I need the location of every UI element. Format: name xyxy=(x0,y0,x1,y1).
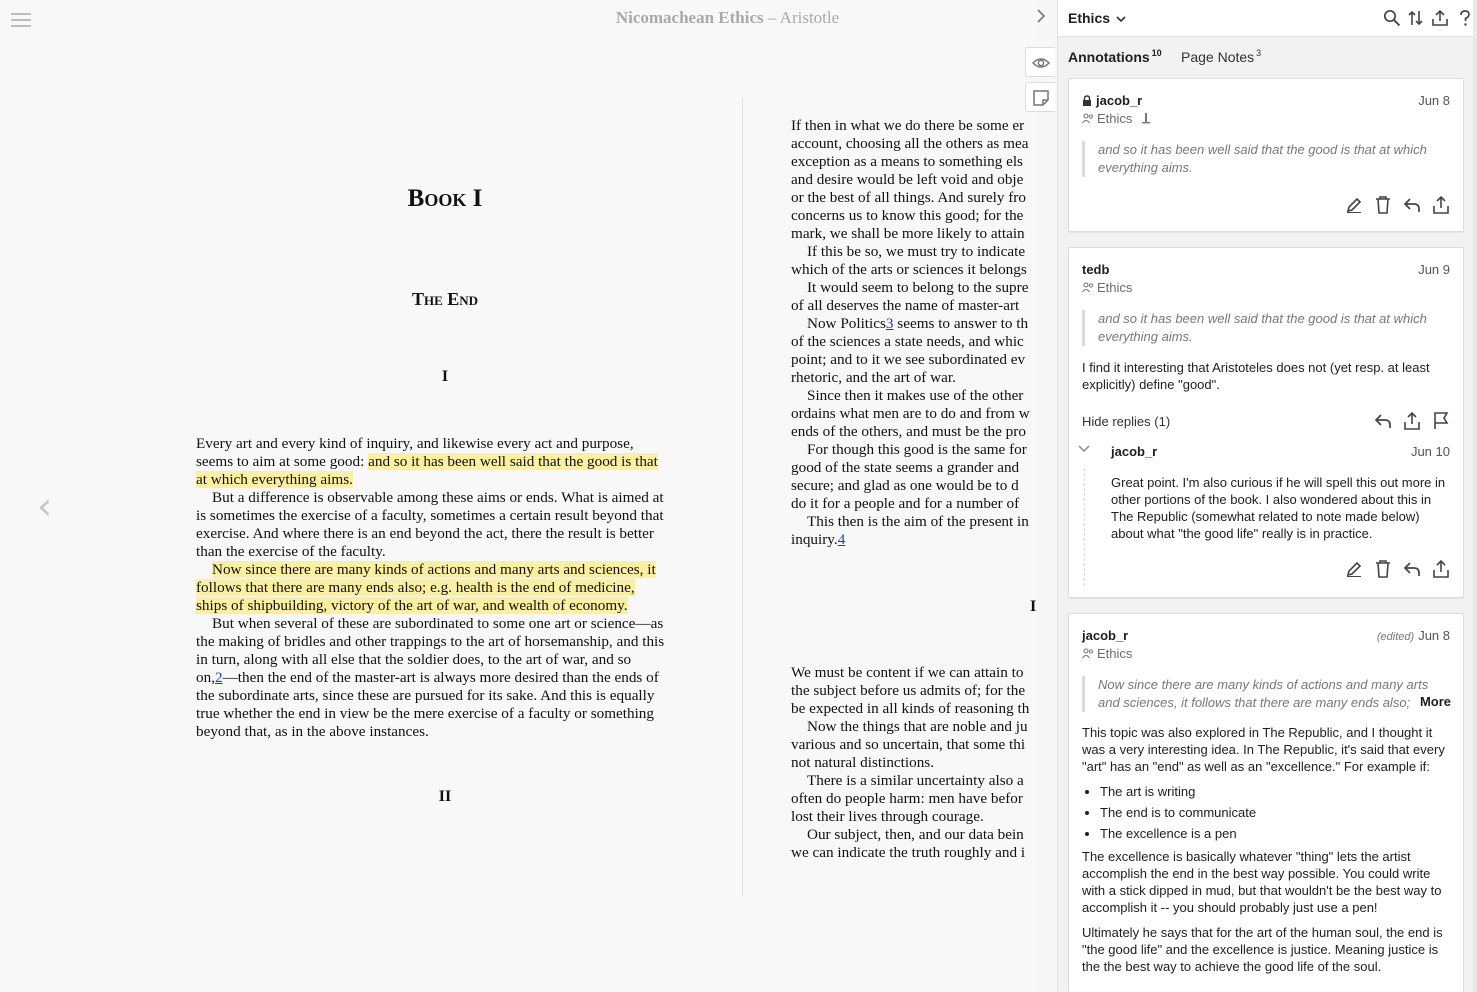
reply-icon[interactable] xyxy=(1402,559,1422,579)
tab-count: 3 xyxy=(1256,48,1262,58)
text-run: —then the end of the master-art is always more desired than the ends of xyxy=(222,669,659,686)
annotation-quote: and so it has been well said that the good is that at which everything aims. xyxy=(1082,310,1452,346)
text-line xyxy=(196,687,694,705)
text-run: good of the state seems a grander and xyxy=(791,459,1020,476)
text-line xyxy=(791,297,1037,315)
author-name: jacob_r xyxy=(1096,93,1143,108)
group-label: Ethics xyxy=(1097,111,1133,126)
body-paragraph: The excellence is basically whatever "thing" lets the artist accomplish the end in the best way possible. You could write with a stick dipped in mud, but that wouldn't be the best way to accomplish it -- you should probably just use a pen! xyxy=(1082,849,1442,915)
annotation-group[interactable] xyxy=(1082,646,1132,661)
text-run: be expected in all kinds of reasoning th xyxy=(791,700,1030,717)
text-line xyxy=(791,531,1037,549)
text-line xyxy=(196,669,694,687)
text-line xyxy=(791,459,1037,477)
reply-icon[interactable] xyxy=(1402,195,1422,215)
text-run: or the best of all things. And surely fro xyxy=(791,189,1026,206)
reply-body: Great point. I'm also curious if he will spell this out more in other portions of the book. I also wondered about this in The Republic (somewhat related to note made below) about what "the good life" really is in practice. xyxy=(1111,475,1446,541)
annotation-quote: and so it has been well said that the good is that at which everything aims. xyxy=(1082,141,1452,177)
flag-icon[interactable] xyxy=(1431,411,1451,431)
text-line xyxy=(791,207,1037,225)
text-line xyxy=(196,561,694,579)
text-run: If then in what we do there be some er xyxy=(791,117,1025,134)
chevron-down-icon[interactable] xyxy=(1077,444,1091,454)
edit-icon[interactable] xyxy=(1344,559,1364,579)
text-run: various and so uncertain, that some thi xyxy=(791,736,1026,753)
text-run: on, xyxy=(196,669,215,686)
text-run: mark, we shall be more likely to attain xyxy=(791,225,1025,242)
list-item: • The end is to communicate xyxy=(1100,804,1454,821)
text-line xyxy=(196,723,694,741)
text-run: seems to aim at some good: xyxy=(196,453,369,470)
body-paragraph: This topic was also explored in The Republic, and I thought it was a very interesting idea. In The Republic, it's said that every "art" has an "end" as well as an "excellence." For example if: xyxy=(1082,725,1445,774)
text-run: Every art and every kind of inquiry, and likewise every act and purpose, xyxy=(196,435,634,452)
text-line xyxy=(791,333,1037,351)
book-title xyxy=(0,8,1037,28)
text-line xyxy=(791,189,1037,207)
tab-label: Page Notes xyxy=(1181,49,1255,65)
previous-page-arrow-icon[interactable]: ‹ xyxy=(37,484,53,528)
text-line xyxy=(791,700,1037,718)
right-page xyxy=(791,117,1037,877)
text-line xyxy=(791,315,1037,333)
text-run: often do people harm: men have befor xyxy=(791,790,1023,807)
text-line xyxy=(196,507,694,525)
highlight[interactable]: and so it has been well said that the good is that xyxy=(368,453,658,470)
quote-text: Now since there are many kinds of actions and many arts and sciences, it follows that there are many ends also; xyxy=(1098,677,1429,710)
text-line xyxy=(196,453,694,471)
text-run: do it for a people and for a number of xyxy=(791,495,1020,512)
delete-icon[interactable] xyxy=(1373,195,1393,215)
tab-count: 10 xyxy=(1151,48,1162,58)
text-line xyxy=(196,525,694,543)
text-run: It would seem to belong to the supre xyxy=(807,279,1029,296)
text-run: rhetoric, and the art of war. xyxy=(791,369,956,386)
annotation-actions xyxy=(1335,195,1451,215)
reply-thread-line xyxy=(1084,468,1085,586)
group-selector[interactable] xyxy=(1068,10,1126,26)
text-run: There is a similar uncertainty also a xyxy=(807,772,1024,789)
text-line xyxy=(791,369,1037,387)
more-link[interactable]: More xyxy=(1414,694,1451,709)
tab-annotations[interactable] xyxy=(1068,48,1162,65)
highlight[interactable]: at which everything aims. xyxy=(196,471,353,488)
chapter-heading: The End xyxy=(411,289,479,309)
help-icon[interactable] xyxy=(1456,9,1474,27)
share-icon[interactable] xyxy=(1431,9,1449,27)
reply-date[interactable]: Jun 10 xyxy=(1410,444,1450,459)
annotation-author[interactable] xyxy=(1082,93,1142,108)
page-note-icon xyxy=(1026,83,1056,113)
text-line xyxy=(196,651,694,669)
text-run: ordains what men are to do and from w xyxy=(791,405,1030,422)
text-line xyxy=(196,705,694,723)
title-separator: – xyxy=(767,8,777,27)
text-run: This then is the aim of the present in xyxy=(807,513,1029,530)
group-icon xyxy=(1082,648,1094,659)
lock-icon xyxy=(1082,95,1092,106)
text-run: the subordinate arts, since these are pursued for its sake. And this is equally xyxy=(196,687,655,704)
text-line xyxy=(791,754,1037,772)
search-icon[interactable] xyxy=(1383,9,1401,27)
text-line xyxy=(791,279,1037,297)
edit-icon[interactable] xyxy=(1344,195,1364,215)
text-run: account, choosing all the others as mea xyxy=(791,135,1029,152)
share-icon[interactable] xyxy=(1431,559,1451,579)
reply-icon[interactable] xyxy=(1373,411,1393,431)
annotation-author[interactable]: tedb xyxy=(1082,262,1110,277)
text-line xyxy=(791,351,1037,369)
text-run: in turn, along with all else that the soldier does, to the art of war, and so xyxy=(196,651,632,668)
right-page-text xyxy=(791,117,1037,549)
text-run: Now Politics xyxy=(807,315,886,332)
text-line xyxy=(196,597,694,615)
annotation-card[interactable] xyxy=(1068,247,1464,598)
tab-label: Annotations xyxy=(1068,49,1150,65)
text-run: we can indicate the truth roughly and i xyxy=(791,844,1026,861)
annotation-card[interactable] xyxy=(1068,78,1464,232)
text-run: Since then it makes use of the other xyxy=(807,387,1024,404)
sidebar-scrollbar[interactable] xyxy=(1473,0,1477,992)
text-run: But when several of these are subordinated to some one art or science—as xyxy=(212,615,664,632)
annotation-group[interactable] xyxy=(1082,280,1132,295)
text-run: of the sciences a state needs, and whic xyxy=(791,333,1024,350)
text-line xyxy=(791,135,1037,153)
text-line xyxy=(791,664,1037,682)
text-run: not natural distinctions. xyxy=(791,754,934,771)
private-indicator-icon xyxy=(1140,112,1154,124)
section-number: I xyxy=(441,368,449,385)
text-run: than the exercise of the faculty. xyxy=(196,543,386,560)
date-label: Jun 8 xyxy=(1418,628,1450,643)
text-line xyxy=(791,171,1037,189)
text-run: lost their lives through courage. xyxy=(791,808,984,825)
share-icon[interactable] xyxy=(1431,195,1451,215)
text-line xyxy=(791,117,1037,135)
text-run: Our subject, then, and our data bein xyxy=(807,826,1024,843)
text-line xyxy=(791,243,1037,261)
text-run: We must be content if we can attain to xyxy=(791,664,1024,681)
text-line xyxy=(196,435,694,453)
reply-author[interactable]: jacob_r xyxy=(1111,444,1158,459)
hide-replies-toggle[interactable]: Hide replies (1) xyxy=(1082,414,1171,429)
text-line xyxy=(196,543,694,561)
text-run: exercise. And where there is an end beyond the act, there the result is better xyxy=(196,525,654,542)
annotation-quote xyxy=(1082,676,1452,712)
annotation-actions xyxy=(1364,411,1451,431)
text-line xyxy=(791,844,1037,862)
text-line xyxy=(791,387,1037,405)
text-line xyxy=(791,513,1037,531)
group-name: Ethics xyxy=(1068,10,1111,26)
annotation-body: I find it interesting that Aristoteles does not (yet resp. at least explicitly) define "good". xyxy=(1082,360,1430,392)
group-icon xyxy=(1082,282,1094,293)
text-run: the making of bridles and other trappings to the art of horsemanship, and this xyxy=(196,633,665,650)
text-line xyxy=(791,736,1037,754)
annotation-group[interactable] xyxy=(1082,111,1157,126)
text-run: ends of the others, and must be the pro xyxy=(791,423,1026,440)
text-run: But a difference is observable among these aims or ends. What is aimed at xyxy=(212,489,664,506)
highlight[interactable]: Now since there are many kinds of actions and many arts and sciences, it xyxy=(212,561,656,578)
text-run: true whether the end in view be the mere exercise of a faculty or something xyxy=(196,705,654,722)
text-run: which of the arts or sciences it belongs xyxy=(791,261,1027,278)
annotation-author[interactable]: jacob_r xyxy=(1082,628,1129,643)
footnote-link[interactable]: 4 xyxy=(837,531,846,548)
sort-icon[interactable] xyxy=(1407,9,1425,27)
edited-label: (edited) xyxy=(1376,631,1415,643)
text-run: of all deserves the name of master-art xyxy=(791,297,1020,314)
chevron-down-icon xyxy=(1116,15,1126,23)
text-line xyxy=(196,471,694,489)
text-run: For though this good is the same for xyxy=(807,441,1027,458)
share-icon[interactable] xyxy=(1402,411,1422,431)
text-run: the subject before us admits of; for the xyxy=(791,682,1026,699)
list-item: • The excellence is a pen xyxy=(1100,825,1454,842)
footnote-link[interactable]: 3 xyxy=(885,315,894,332)
tab-page-notes[interactable] xyxy=(1181,48,1261,65)
text-line xyxy=(196,615,694,633)
text-line xyxy=(791,261,1037,279)
text-line xyxy=(791,477,1037,495)
group-label: Ethics xyxy=(1097,646,1133,661)
section-number: I xyxy=(1030,598,1037,615)
highlight[interactable]: follows that there are many ends also; e.g. health is the end of medicine, xyxy=(196,579,635,596)
annotation-card[interactable] xyxy=(1068,613,1464,992)
annotation-body xyxy=(1082,724,1454,975)
book-title-work: Nicomachean Ethics xyxy=(615,8,764,27)
text-run: and desire would be left void and obje xyxy=(791,171,1024,188)
text-run: exception as a means to something els xyxy=(791,153,1023,170)
right-page-text xyxy=(791,664,1037,862)
page-divider xyxy=(742,98,743,896)
text-line xyxy=(791,826,1037,844)
text-run: inquiry. xyxy=(791,531,838,548)
collapse-sidebar-icon[interactable] xyxy=(1031,8,1051,28)
list-item: • The art is writing xyxy=(1100,783,1454,800)
annotation-toolbar xyxy=(1025,0,1057,992)
text-line xyxy=(791,423,1037,441)
annotation-date[interactable]: Jun 8 xyxy=(1418,93,1450,108)
text-line xyxy=(791,441,1037,459)
text-run: beyond that, as in the above instances. xyxy=(196,723,429,740)
delete-icon[interactable] xyxy=(1373,559,1393,579)
text-run: point; and to it we see subordinated ev xyxy=(791,351,1026,368)
text-line xyxy=(196,489,694,507)
text-line xyxy=(791,682,1037,700)
text-line xyxy=(791,718,1037,736)
group-label: Ethics xyxy=(1097,280,1133,295)
book-heading: Book I xyxy=(407,185,483,212)
show-highlights-button[interactable] xyxy=(1025,47,1055,77)
text-run: Now the things that are noble and ju xyxy=(807,718,1028,735)
annotation-sidebar xyxy=(1057,0,1477,992)
text-run: seems to answer to th xyxy=(893,315,1029,332)
text-line xyxy=(791,153,1037,171)
reply-actions xyxy=(1335,559,1451,579)
group-icon xyxy=(1082,113,1094,124)
text-run: is sometimes the exercise of a faculty, sometimes a certain result beyond that xyxy=(196,507,664,524)
book-title-author: Aristotle xyxy=(779,8,840,27)
text-line xyxy=(791,225,1037,243)
text-line xyxy=(791,405,1037,423)
bullet-list xyxy=(1082,783,1454,842)
text-line xyxy=(196,579,694,597)
text-line xyxy=(196,633,694,651)
annotation-date[interactable]: Jun 9 xyxy=(1418,262,1450,277)
new-page-note-button[interactable] xyxy=(1025,82,1055,112)
text-run: secure; and glad as one would be to d xyxy=(791,477,1019,494)
body-paragraph: Ultimately he says that for the art of the human soul, the end is "the good life" and the excellence is justice. Meaning justice is the the best way to achieve the good life of the soul. xyxy=(1082,925,1443,974)
eye-icon xyxy=(1026,48,1056,78)
text-run: concerns us to know this good; for the xyxy=(791,207,1024,224)
section-number: II xyxy=(438,788,452,805)
text-line xyxy=(791,772,1037,790)
annotation-date[interactable] xyxy=(1377,628,1450,643)
text-line xyxy=(791,790,1037,808)
left-page-text xyxy=(196,435,694,741)
highlight[interactable]: ships of shipbuilding, victory of the art of war, and wealth of economy. xyxy=(196,597,628,614)
text-line xyxy=(791,808,1037,826)
text-line xyxy=(791,495,1037,513)
text-run: If this be so, we must try to indicate xyxy=(807,243,1026,260)
footnote-link[interactable]: 2 xyxy=(214,669,223,686)
sidebar-top-bar xyxy=(1057,0,1477,37)
